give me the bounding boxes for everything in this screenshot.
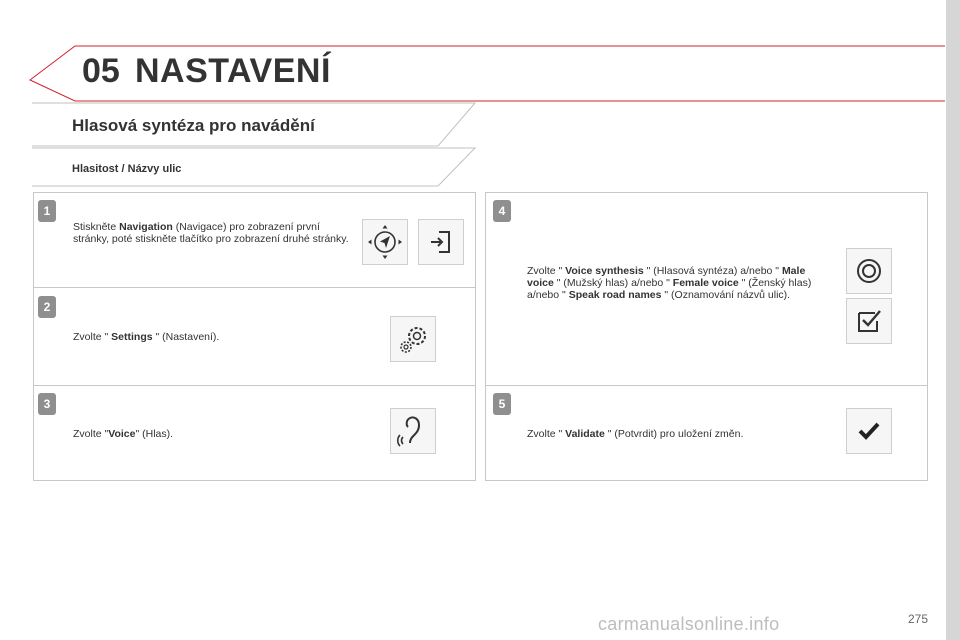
step-text-fragment: (Navigace) pro zobrazení první stránky, poté stiskněte tlačítko pro zobrazení druhé stránky. <box>73 221 349 245</box>
step-number-1: 1 <box>38 200 56 222</box>
settings-icon <box>393 319 433 359</box>
step-text-fragment: " (Hlas). <box>135 428 174 440</box>
voice-button[interactable] <box>390 408 436 454</box>
page-side-bar <box>946 0 960 640</box>
step-keyword: Male voice <box>527 265 806 289</box>
step-number-4: 4 <box>493 200 511 222</box>
step-keyword: Navigation <box>119 221 173 233</box>
page-forward-icon <box>425 226 457 258</box>
step-text-fragment: " (Potvrdit) pro uložení změn. <box>604 428 744 440</box>
step-keyword: Voice synthesis <box>565 265 644 277</box>
checkbox-button[interactable] <box>846 298 892 344</box>
step-number-2: 2 <box>38 296 56 318</box>
chapter-title: NASTAVENÍ <box>135 52 331 90</box>
step-text-fragment: Zvolte " <box>73 331 112 343</box>
checkmark-icon <box>851 413 887 449</box>
watermark-text: carmanualsonline.info <box>598 614 780 634</box>
left-divider-1 <box>33 287 476 288</box>
step-text-fragment: " (Ženský hlas) a/nebo " <box>527 277 812 301</box>
checkbox-icon <box>851 303 887 339</box>
right-divider-1 <box>485 385 928 386</box>
validate-button[interactable] <box>846 408 892 454</box>
step-text-fragment: Zvolte " <box>527 265 566 277</box>
step-number-3: 3 <box>38 393 56 415</box>
step-text-fragment: " (Mužský hlas) a/nebo " <box>553 277 673 289</box>
step-keyword: Voice <box>108 428 136 440</box>
step-text-4 <box>527 265 817 301</box>
page-forward-button[interactable] <box>418 219 464 265</box>
step-text-2 <box>73 331 363 343</box>
step-text-5 <box>527 428 827 440</box>
chapter-number: 05 <box>82 52 120 90</box>
voice-icon <box>393 411 433 451</box>
step-text-fragment: Zvolte " <box>527 428 566 440</box>
step-text-3 <box>73 428 363 440</box>
step-text-fragment: Zvolte " <box>73 428 109 440</box>
section-title: Hlasová syntéza pro navádění <box>72 116 315 135</box>
step-text-1 <box>73 221 358 245</box>
step-keyword: Settings <box>111 331 153 343</box>
step-keyword: Female voice <box>672 277 739 289</box>
left-divider-2 <box>33 385 476 386</box>
step-keyword: Validate <box>565 428 605 440</box>
settings-button[interactable] <box>390 316 436 362</box>
step-text-fragment: " (Nastavení). <box>152 331 220 343</box>
step-number-5: 5 <box>493 393 511 415</box>
step-text-fragment: " (Hlasová syntéza) a/nebo " <box>643 265 782 277</box>
step-text-fragment: Stiskněte <box>73 221 120 233</box>
step-keyword: Speak road names <box>568 289 662 301</box>
page-number: 275 <box>908 612 929 626</box>
radio-button-icon <box>851 253 887 289</box>
navigation-icon <box>365 222 405 262</box>
navigation-button[interactable] <box>362 219 408 265</box>
radio-button[interactable] <box>846 248 892 294</box>
step-text-fragment: " (Oznamování názvů ulic). <box>661 289 791 301</box>
subsection-title: Hlasitost / Názvy ulic <box>72 163 182 175</box>
